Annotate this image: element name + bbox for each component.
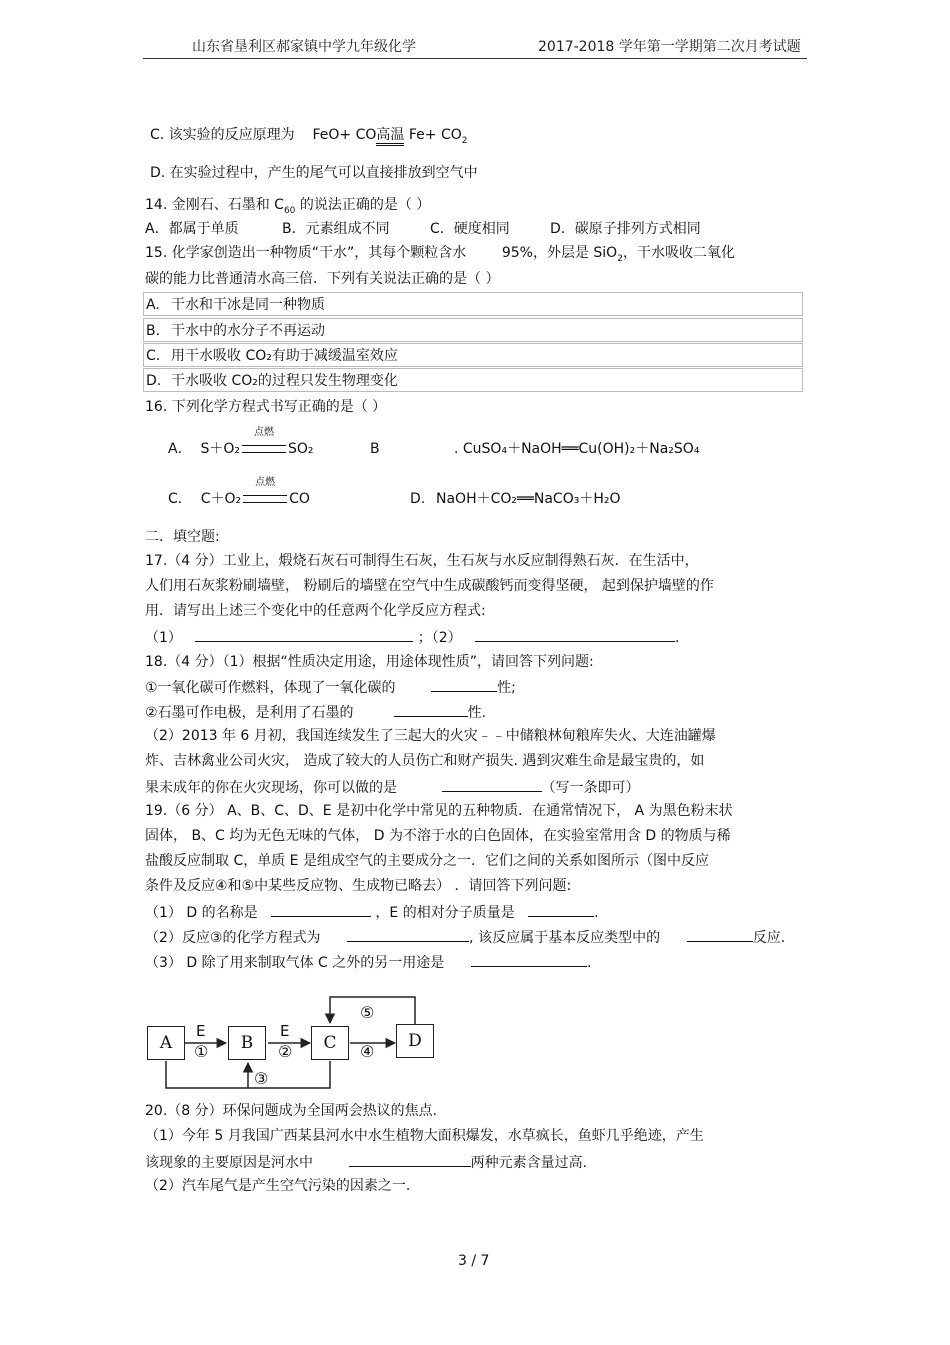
- q16-option-a: A． S＋O₂ 点燃 SO₂: [168, 427, 314, 457]
- q17-line2: 人们用石灰浆粉刷墙壁， 粉刷后的墙壁在空气中生成碳酸钙而变得坚硬， 起到保护墙壁的作: [145, 578, 714, 594]
- q18-line6: 果未成年的你在火灾现场，你可以做的是 （写一条即可）: [145, 777, 640, 797]
- diagram-box-c: C: [311, 1026, 349, 1060]
- q16-option-b: . CuSO₄＋NaOH══Cu(OH)₂＋Na₂SO₄: [454, 441, 700, 457]
- q15-option-b-row: [143, 318, 803, 342]
- diagram-box-b: B: [228, 1026, 266, 1060]
- q16-option-d-label: D.: [410, 491, 426, 507]
- q17-answer-line: （1） ；（2） .: [145, 627, 679, 647]
- header-school: 山东省垦利区郝家镇中学九年级化学: [192, 39, 416, 55]
- option-label: B.: [146, 323, 161, 339]
- q20-line3: 该现象的主要原因是河水中 两种元素含量过高.: [145, 1152, 587, 1172]
- q18-line2: ①一氧化碳可作燃料，体现了一氧化碳的 性;: [145, 677, 516, 697]
- q13-option-c: C. 该实验的反应原理为 FeO+ CO高温 $Fe+ CO_2$: [150, 127, 468, 146]
- section-fill-in-title: 二．填空题:: [145, 529, 220, 545]
- q20-line1: 20.（8 分）环保问题成为全国两会热议的焦点.: [145, 1103, 438, 1119]
- label-ab-e: E: [196, 1022, 206, 1040]
- diagram-box-d: D: [396, 1024, 434, 1058]
- q15-stem-line1: 15. 化学家创造出一种物质“干水”，其每个颗粒含水 95%，外层是 SiO$_2$，干水吸收二氧化: [145, 245, 735, 264]
- q19-blank-4[interactable]: [687, 927, 753, 942]
- q20-line2: （1）今年 5 月我国广西某县河水中水生植物大面积爆发，水草疯长，鱼虾几乎绝迹，产生: [145, 1128, 704, 1144]
- q19-blank-1[interactable]: [271, 902, 371, 917]
- option-label: D.: [146, 373, 162, 389]
- option-text: 干水吸收 CO₂的过程只发生物理变化: [171, 373, 398, 389]
- q15-stem-line2: 碳的能力比普通清水高三倍．下列有关说法正确的是（ ）: [145, 271, 500, 287]
- q15-option-d-row: [143, 368, 803, 392]
- q18-blank-2[interactable]: [394, 702, 468, 717]
- label-bc-num: ②: [278, 1042, 293, 1061]
- header-term: 2017-2018 学年第一学期第二次月考试题: [538, 39, 801, 55]
- q20-blank-1[interactable]: [349, 1152, 471, 1167]
- q16-option-d: NaOH＋CO₂══NaCO₃＋H₂O: [436, 491, 621, 507]
- q17-blank-1[interactable]: [195, 627, 413, 642]
- q18-line4: （2）2013 年 6 月初，我国连续发生了三起大的火灾﹣﹣中储粮林甸粮库失火、大连油罐爆: [145, 728, 716, 744]
- q14-option-a: A．都属于单质: [145, 221, 239, 237]
- q15-option-a-row: [143, 292, 803, 316]
- q19-line5: （1） D 的名称是 ，E 的相对分子质量是 .: [145, 902, 599, 922]
- q19-line6: （2）反应③的化学方程式为 , 该反应属于基本反应类型中的 反应.: [145, 927, 785, 947]
- q17-blank-2[interactable]: [475, 627, 675, 642]
- option-text: 干水中的水分子不再运动: [171, 323, 325, 339]
- q19-line4: 条件及反应④和⑤中某些反应物、生成物已略去） ．请回答下列问题:: [145, 878, 572, 894]
- label-ab-num: ①: [194, 1042, 209, 1061]
- q18-line3: ②石墨可作电极，是利用了石墨的 性.: [145, 702, 486, 722]
- option-label: C.: [146, 348, 161, 364]
- label-cd-num: ④: [360, 1042, 375, 1061]
- q19-blank-2[interactable]: [528, 902, 594, 917]
- q19-line1: 19.（6 分） A、B、C、D、E 是初中化学中常见的五种物质．在通常情况下， A 为黑色粉末状: [145, 803, 733, 819]
- q19-line7: （3） D 除了用来制取气体 C 之外的另一用途是 .: [145, 952, 591, 972]
- option-text: 用干水吸收 CO₂有助于减缓温室效应: [171, 348, 398, 364]
- q17-line1: 17.（4 分）工业上，煅烧石灰石可制得生石灰，生石灰与水反应制得熟石灰．在生活中，: [145, 553, 699, 569]
- q18-line1: 18.（4 分）（1）根据“性质决定用途，用途体现性质”，请回答下列问题:: [145, 654, 594, 670]
- diagram-box-a: A: [147, 1026, 185, 1060]
- option-label: A.: [146, 297, 160, 313]
- q16-option-b-label: B: [370, 441, 380, 457]
- q19-line2: 固体， B、C 均为无色无味的气体， D 为不溶于水的白色固体，在实验室常用含 D 的物质与稀: [145, 828, 731, 844]
- header-rule: [143, 58, 807, 59]
- q13-option-d: D. 在实验过程中，产生的尾气可以直接排放到空气中: [150, 165, 478, 181]
- label-bc-e: E: [280, 1022, 290, 1040]
- q14-option-d: D．碳原子排列方式相同: [550, 221, 701, 237]
- page-number: 3 / 7: [458, 1253, 490, 1269]
- q14-option-c: C．硬度相同: [430, 221, 510, 237]
- label-loop-num: ⑤: [360, 1003, 375, 1022]
- option-text: 干水和干冰是同一种物质: [171, 297, 325, 313]
- q19-blank-5[interactable]: [471, 952, 587, 967]
- q20-line4: （2）汽车尾气是产生空气污染的因素之一.: [145, 1178, 411, 1194]
- q16-stem: 16. 下列化学方程式书写正确的是（ ）: [145, 399, 387, 415]
- q19-line3: 盐酸反应制取 C，单质 E 是组成空气的主要成分之一．它们之间的关系如图所示（图中反应: [145, 853, 709, 869]
- q17-line3: 用．请写出上述三个变化中的任意两个化学反应方程式:: [145, 603, 486, 619]
- q18-blank-3[interactable]: [442, 777, 542, 792]
- q14-stem: 14. 金刚石、石墨和 $C_{60}$ 的说法正确的是（ ）: [145, 197, 431, 216]
- q14-option-b: B．元素组成不同: [282, 221, 390, 237]
- label-bottom-num: ③: [254, 1069, 269, 1088]
- q19-blank-3[interactable]: [347, 927, 469, 942]
- q15-option-c-row: [143, 343, 803, 367]
- q18-line5: 炸、吉林禽业公司火灾， 造成了较大的人员伤亡和财产损失. 遇到灾难生命是最宝贵的，如: [145, 753, 705, 769]
- q16-option-c: C． C＋O₂ 点燃 CO: [168, 477, 310, 507]
- q18-blank-1[interactable]: [431, 677, 497, 692]
